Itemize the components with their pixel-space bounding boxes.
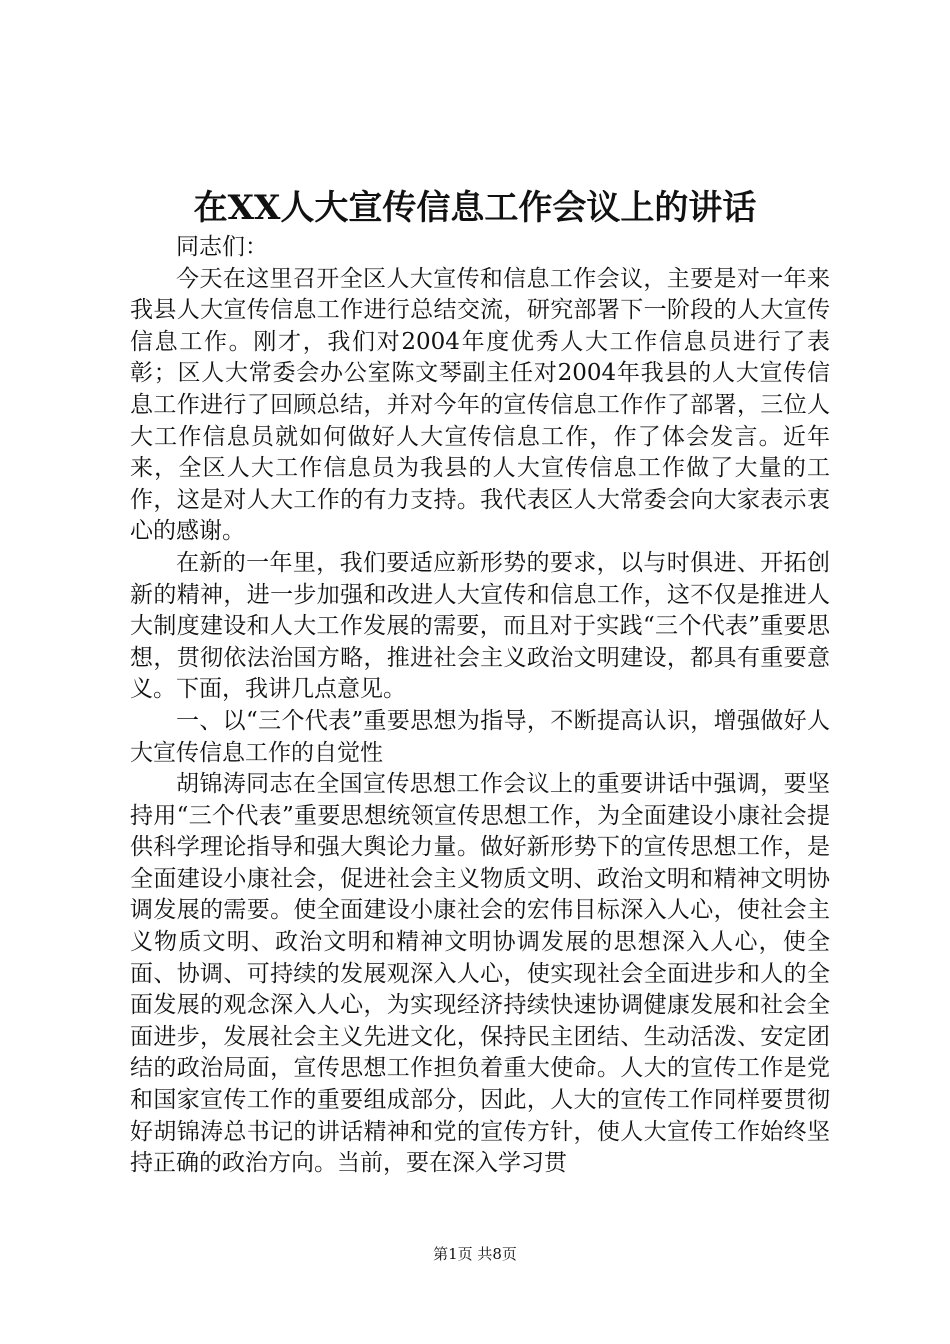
body-paragraph: 在新的一年里，我们要适应新形势的要求，以与时俱进、开拓创新的精神，进一步加强和改进人大宣传和信息工作，这不仅是推进人大制度建设和人大工作发展的需要，而且对于实践“三个代表”重要思想，贯彻依法治国方略，推进社会主义政治文明建设，都具有重要意义。下面，我讲几点意见。	[130, 549, 830, 703]
page-footer: 第1页 共8页	[433, 1245, 517, 1263]
salutation-paragraph: 同志们：	[176, 234, 268, 260]
section-heading: 一、以“三个代表”重要思想为指导，不断提高认识，增强做好人大宣传信息工作的自觉性	[130, 707, 830, 766]
body-paragraph: 胡锦涛同志在全国宣传思想工作会议上的重要讲话中强调，要坚持用“三个代表”重要思想统领宣传思想工作，为全面建设小康社会提供科学理论指导和强大舆论力量。做好新形势下的宣传思想工作，是全面建设小康社会，促进社会主义物质文明、政治文明和精神文明协调发展的需要。使全面建设小康社会的宏伟目标深入人心，使社会主义物质文明、政治文明和精神文明协调发展的思想深入人心，使全面、协调、可持续的发展观深入人心，使实现社会全面进步和人的全面发展的观念深入人心，为实现经济持续快速协调健康发展和社会全面进步，发展社会主义先进文化，保持民主团结、生动活泼、安定团结的政治局面，宣传思想工作担负着重大使命。人大的宣传工作是党和国家宣传工作的重要组成部分，因此，人大的宣传工作同样要贯彻好胡锦涛总书记的讲话精神和党的宣传方针，使人大宣传工作始终坚持正确的政治方向。当前，要在深入学习贯	[130, 771, 830, 1177]
document-title: 在XX人大宣传信息工作会议上的讲话	[193, 188, 757, 228]
body-paragraph: 今天在这里召开全区人大宣传和信息工作会议，主要是对一年来我县人大宣传信息工作进行总结交流，研究部署下一阶段的人大宣传信息工作。刚才，我们对2004年度优秀人大工作信息员进行了表彰；区人大常委会办公室陈文琴副主任对2004年我县的人大宣传信息工作进行了回顾总结，并对今年的宣传信息工作作了部署，三位人大工作信息员就如何做好人大宣传信息工作，作了体会发言。近年来，全区人大工作信息员为我县的人大宣传信息工作做了大量的工作，这是对人大工作的有力支持。我代表区人大常委会向大家表示衷心的感谢。	[130, 265, 830, 545]
document-body	[130, 232, 830, 1180]
